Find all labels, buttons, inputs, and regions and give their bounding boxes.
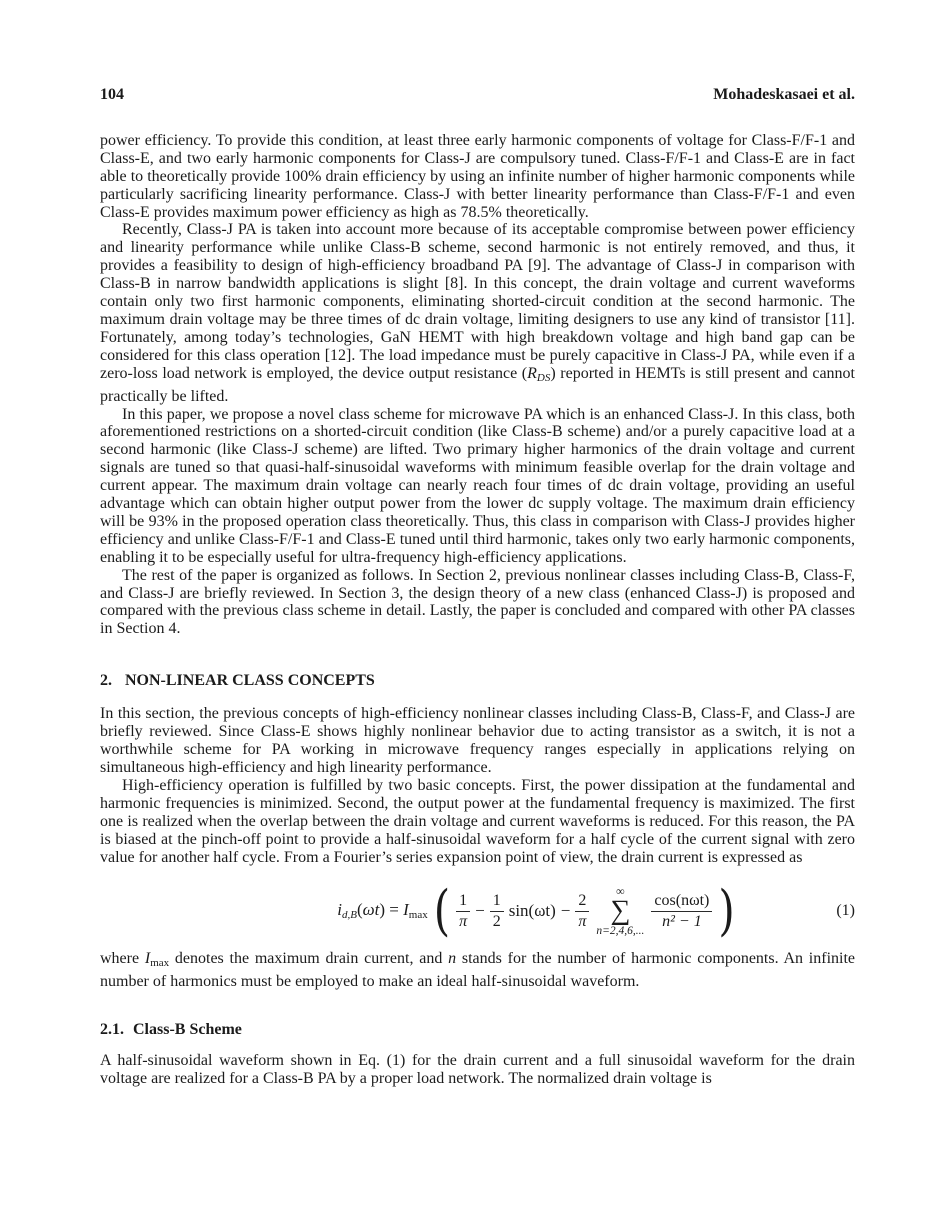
section-2-concepts-paragraph: High-efficiency operation is fulfilled by two basic concepts. First, the power dissipation at the fundamental and harmonic frequencies is minimized. Second, the output power at the fundamental frequency is maximized. The first one is realized when the overlap between the drain voltage and current waveforms is reduced. For this reason, the PA is biased at the pinch-off point to provide a half-sinusoidal waveform for a half cycle of the current signal with zero value for another half cycle. From a Fourier’s series expansion point of view, the drain current is expressed as <box>100 776 855 866</box>
sigma-glyph: ∑ <box>610 895 631 927</box>
equation-1 <box>100 880 855 942</box>
math-R: R <box>527 364 537 382</box>
summation-upper-limit: ∞ <box>616 884 625 899</box>
fraction-two-over-pi: $\frac{2}{\pi}$ <box>575 892 589 932</box>
paragraph-class-j-overview <box>100 221 855 405</box>
summation-lower-limit: n=2,4,6,... <box>596 925 645 938</box>
paragraph-class-j-overview-text-b: ) reported in HEMTs is still present and cannot practically be lifted. <box>100 364 856 405</box>
math-I-inline-subscript: max <box>150 957 170 970</box>
subsection-2-1-title: Class-B Scheme <box>133 1021 242 1039</box>
paragraph-proposed-class: In this paper, we propose a novel class scheme for microwave PA which is an enhanced Class-J. In this class, both aforementioned restrictions on a shorted-circuit condition (like Class-B scheme) and/or a purely capacitive load at a second harmonic (like Class-J scheme) are lifted. Two primary higher harmonics of the drain voltage and current signals are tuned so that quasi-half-sinusoidal waveforms with minimum feasible overlap for the drain voltage and current appear. The maximum drain voltage can nearly reach four times of dc drain voltage, providing an useful advantage which can obtain higher output power from the lower dc supply voltage. The maximum drain efficiency will be 93% in the proposed operation class theoretically. Thus, this class in comparison with Class-J provides higher efficiency and unlike Class-F/F-1 and Class-E tuned until third harmonic, takes only two early harmonic components, enabling it to be especially useful for ultra-frequency high-efficiency applications. <box>100 405 855 566</box>
section-2-title: NON-LINEAR CLASS CONCEPTS <box>125 672 375 690</box>
paragraph-class-b-intro: A half-sinusoidal waveform shown in Eq. (1) for the drain current and a full sinusoidal waveform for the drain voltage are realized for a Class-B PA by a proper load network. The normalized drain voltage is <box>100 1052 855 1088</box>
paragraph-continuation: power efficiency. To provide this condition, at least three early harmonic components of voltage for Class-F/F-1 and Class-E, and two early harmonic components for Class-J are compulsory tuned. Class-F/F-1 and Class-E are in fact able to theoretically provide 100% drain efficiency by using an infinite number of higher harmonic components while particularly sacrificing linearity performance. Class-J with better linearity performance than Class-F/F-1 and even Class-E provides maximum power efficiency as high as 78.5% theoretically. <box>100 131 855 221</box>
paragraph-class-j-overview-text-a: Recently, Class-J PA is taken into account more because of its acceptable compromise between power efficiency and linearity performance while unlike Class-B scheme, second harmonic is not entirely removed, and thus, it provides a feasibility to design of high-efficiency broadband PA [9]. The advantage of Class-J in comparison with Class-B in narrow bandwidth applications is slight [8]. In this concept, the drain voltage and current waveforms contain only two first harmonic components, eliminating shorted-circuit condition at the second harmonic. The maximum drain voltage may be three times of dc drain voltage, limiting designers to use any kind of transistor [11]. Fortunately, among today’s technologies, GaN HEMT with high breakdown voltage and high band gap can be considered for this class operation [12]. The load impedance must be purely capacitive in Class-J PA, while even if a zero-loss load network is employed, the device output resistance ( <box>100 221 855 382</box>
summation-symbol <box>596 885 644 938</box>
section-2-intro-paragraph: In this section, the previous concepts of high-efficiency nonlinear classes including Class-B, Class-F, and Class-J are briefly reviewed. Since Class-E shows highly nonlinear behavior due to acting transistor as a switch, it is not a worthwhile scheme for PA working in microwave frequency ranges especially in applications relying on simultaneous high-efficiency and high linearity performance. <box>100 705 855 776</box>
subsection-2-1-number: 2.1. <box>100 1021 124 1039</box>
page-header <box>100 86 855 104</box>
paragraph-where-definition <box>100 950 855 991</box>
equation-1-body <box>337 878 736 943</box>
equation-1-close-paren: ) <box>718 878 735 943</box>
minus-operator-1: − <box>475 901 485 921</box>
math-equals: ) = <box>379 900 404 920</box>
equation-1-number: (1) <box>836 902 855 920</box>
equation-1-open-paren: ( <box>433 878 451 943</box>
math-omega-t: ωt <box>362 900 380 920</box>
where-text-1: where <box>100 950 145 968</box>
subsection-2-1-heading <box>100 1021 855 1039</box>
math-i-subscript: d,B <box>341 909 357 922</box>
math-open-bracket: ( <box>356 900 363 920</box>
math-i: i <box>337 900 342 920</box>
minus-operator-2: − <box>560 901 571 921</box>
math-sin-term: sin(ωt) <box>508 901 556 921</box>
where-text-2: denotes the maximum drain current, and <box>169 950 449 968</box>
math-n-inline: n <box>448 950 457 968</box>
paragraph-paper-outline: The rest of the paper is organized as follows. In Section 2, previous nonlinear classes including Class-B, Class-F, and Class-J are briefly reviewed. In Section 3, the design theory of a new class (enhanced Class-J) is proposed and compared with the previous class scheme in detail. Lastly, the paper is concluded and compared with other PA classes in Section 4. <box>100 566 855 638</box>
page-body <box>100 132 855 1088</box>
page-number: 104 <box>100 86 124 103</box>
section-2-number: 2. <box>100 672 112 690</box>
section-2-heading <box>100 672 855 690</box>
running-head-authors: Mohadeskasaei et al. <box>713 86 855 103</box>
equation-1-lhs <box>337 900 428 922</box>
fraction-cos-term: $\frac{\text{cos(nωt)}}{\text{n² − 1}}$ <box>651 892 712 932</box>
fraction-one-half: $\frac{1}{2}$ <box>490 892 504 932</box>
math-R-subscript: DS <box>536 371 551 384</box>
where-text-3: stands for the number of harmonic components. An infinite number of harmonics must be employed to make an ideal half-sinusoidal waveform. <box>100 950 856 991</box>
math-I: I <box>403 900 409 920</box>
fraction-one-over-pi: $\frac{1}{\pi}$ <box>456 892 470 932</box>
math-I-inline: I <box>144 950 151 968</box>
math-I-subscript: max <box>408 909 428 922</box>
